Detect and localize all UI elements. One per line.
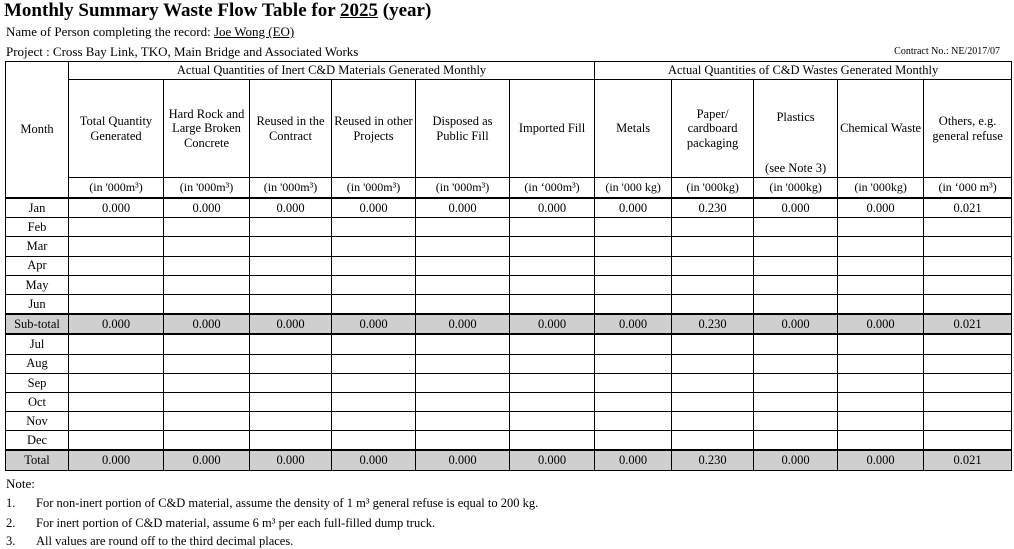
- value-cell: [838, 373, 924, 392]
- value-cell: [416, 237, 510, 256]
- column-unit: (in '000m³): [332, 178, 416, 199]
- value-cell: [838, 275, 924, 294]
- note-number: 1.: [6, 496, 16, 510]
- value-cell: [510, 218, 595, 237]
- note-text: All values are round off to the third decimal places.: [36, 534, 294, 548]
- value-cell: [69, 237, 164, 256]
- value-cell: [754, 218, 838, 237]
- value-cell: [672, 354, 754, 373]
- value-cell: 0.000: [69, 198, 164, 218]
- value-cell: 0.000: [250, 450, 332, 470]
- value-cell: [510, 237, 595, 256]
- value-cell: [69, 392, 164, 411]
- value-cell: [595, 412, 672, 431]
- notes-heading: Note:: [6, 476, 35, 491]
- table-row: [6, 314, 1012, 334]
- value-cell: [416, 294, 510, 314]
- column-header: [754, 80, 838, 178]
- month-cell: Apr: [6, 256, 69, 275]
- value-cell: [672, 392, 754, 411]
- value-cell: [595, 256, 672, 275]
- value-cell: [924, 373, 1012, 392]
- note-item: [6, 516, 435, 531]
- table-row: [6, 218, 1012, 237]
- value-cell: [250, 373, 332, 392]
- month-cell: Sub-total: [6, 314, 69, 334]
- value-cell: [838, 412, 924, 431]
- value-cell: [924, 275, 1012, 294]
- column-unit: (in ‘000m³): [510, 178, 595, 199]
- value-cell: [754, 392, 838, 411]
- month-cell: Jan: [6, 198, 69, 218]
- column-unit: (in '000m³): [164, 178, 250, 199]
- value-cell: [672, 218, 754, 237]
- value-cell: [595, 237, 672, 256]
- table-row: [6, 294, 1012, 314]
- value-cell: 0.000: [164, 314, 250, 334]
- value-cell: 0.021: [924, 198, 1012, 218]
- value-cell: [510, 294, 595, 314]
- value-cell: 0.000: [838, 198, 924, 218]
- column-header: Reused in other Projects: [332, 80, 416, 178]
- value-cell: [250, 275, 332, 294]
- value-cell: [510, 275, 595, 294]
- value-cell: [250, 256, 332, 275]
- page-title: Monthly Summary Waste Flow Table for 2025 (year): [4, 0, 432, 21]
- value-cell: [754, 334, 838, 354]
- month-cell: Aug: [6, 354, 69, 373]
- waste-flow-table: [5, 61, 1012, 471]
- value-cell: [416, 373, 510, 392]
- group-waste-header: Actual Quantities of C&D Wastes Generated Monthly: [595, 62, 1012, 80]
- value-cell: 0.000: [754, 314, 838, 334]
- value-cell: [416, 275, 510, 294]
- value-cell: [595, 431, 672, 451]
- month-cell: Sep: [6, 373, 69, 392]
- value-cell: [332, 354, 416, 373]
- value-cell: 0.000: [838, 450, 924, 470]
- value-cell: [924, 412, 1012, 431]
- contract-number: Contract No.: NE/2017/07: [894, 46, 1000, 57]
- value-cell: [332, 431, 416, 451]
- value-cell: [250, 334, 332, 354]
- value-cell: [754, 354, 838, 373]
- note-item: [6, 496, 538, 511]
- value-cell: [69, 294, 164, 314]
- month-cell: Feb: [6, 218, 69, 237]
- value-cell: [250, 392, 332, 411]
- value-cell: [164, 373, 250, 392]
- value-cell: 0.000: [69, 450, 164, 470]
- value-cell: 0.000: [69, 314, 164, 334]
- value-cell: [672, 275, 754, 294]
- value-cell: [672, 256, 754, 275]
- value-cell: [838, 334, 924, 354]
- value-cell: [672, 431, 754, 451]
- value-cell: 0.230: [672, 198, 754, 218]
- value-cell: [672, 294, 754, 314]
- value-cell: [416, 431, 510, 451]
- value-cell: [332, 373, 416, 392]
- value-cell: 0.230: [672, 314, 754, 334]
- project-name: Project : Cross Bay Link, TKO, Main Bridge and Associated Works: [6, 44, 359, 59]
- column-header: Reused in the Contract: [250, 80, 332, 178]
- header-group-row: [6, 62, 1012, 80]
- value-cell: [672, 412, 754, 431]
- value-cell: 0.000: [164, 450, 250, 470]
- value-cell: [164, 334, 250, 354]
- person-name: Joe Wong (EO): [213, 24, 295, 39]
- value-cell: [838, 256, 924, 275]
- value-cell: [754, 412, 838, 431]
- table-row: [6, 412, 1012, 431]
- month-cell: Dec: [6, 431, 69, 451]
- value-cell: [595, 373, 672, 392]
- value-cell: [510, 354, 595, 373]
- value-cell: [754, 275, 838, 294]
- value-cell: [332, 256, 416, 275]
- month-cell: Oct: [6, 392, 69, 411]
- value-cell: 0.000: [332, 450, 416, 470]
- value-cell: [924, 392, 1012, 411]
- value-cell: 0.000: [332, 198, 416, 218]
- value-cell: [924, 294, 1012, 314]
- table-row: [6, 392, 1012, 411]
- month-cell: Jul: [6, 334, 69, 354]
- value-cell: [595, 392, 672, 411]
- column-header: Chemical Waste: [838, 80, 924, 178]
- value-cell: 0.000: [595, 314, 672, 334]
- value-cell: [416, 334, 510, 354]
- value-cell: [250, 431, 332, 451]
- column-header-row: [6, 80, 1012, 178]
- value-cell: [754, 294, 838, 314]
- value-cell: [510, 373, 595, 392]
- value-cell: 0.000: [595, 198, 672, 218]
- value-cell: [164, 218, 250, 237]
- month-cell: Nov: [6, 412, 69, 431]
- value-cell: 0.000: [416, 450, 510, 470]
- column-header: Others, e.g. general refuse: [924, 80, 1012, 178]
- table-row: [6, 450, 1012, 470]
- value-cell: 0.000: [754, 450, 838, 470]
- value-cell: [416, 354, 510, 373]
- note-text: For non-inert portion of C&D material, assume the density of 1 m³ general refuse is equal to 200 kg.: [36, 496, 539, 510]
- value-cell: [416, 256, 510, 275]
- person-completing-record: Name of Person completing the record: Joe Wong (EO): [6, 24, 295, 39]
- value-cell: [595, 334, 672, 354]
- value-cell: 0.230: [672, 450, 754, 470]
- column-unit: (in ‘000 m³): [924, 178, 1012, 199]
- value-cell: 0.000: [164, 198, 250, 218]
- note-text: For inert portion of C&D material, assume 6 m³ per each full-filled dump truck.: [36, 516, 436, 530]
- value-cell: [672, 334, 754, 354]
- value-cell: [69, 334, 164, 354]
- column-note: (see Note 3): [765, 160, 827, 175]
- value-cell: [69, 412, 164, 431]
- value-cell: [838, 218, 924, 237]
- value-cell: [416, 218, 510, 237]
- value-cell: [69, 256, 164, 275]
- value-cell: [69, 218, 164, 237]
- column-unit: (in '000m³): [250, 178, 332, 199]
- note-item: [6, 534, 293, 549]
- value-cell: 0.000: [510, 450, 595, 470]
- value-cell: [510, 412, 595, 431]
- value-cell: [164, 412, 250, 431]
- value-cell: [332, 412, 416, 431]
- value-cell: [838, 354, 924, 373]
- value-cell: [510, 334, 595, 354]
- value-cell: [924, 218, 1012, 237]
- value-cell: [754, 431, 838, 451]
- value-cell: 0.000: [416, 314, 510, 334]
- month-cell: May: [6, 275, 69, 294]
- column-unit: (in '000kg): [672, 178, 754, 199]
- value-cell: [164, 392, 250, 411]
- value-cell: [924, 237, 1012, 256]
- value-cell: [164, 431, 250, 451]
- value-cell: [164, 294, 250, 314]
- value-cell: 0.000: [510, 314, 595, 334]
- column-header: Hard Rock and Large Broken Concrete: [164, 80, 250, 178]
- value-cell: [924, 431, 1012, 451]
- value-cell: [164, 256, 250, 275]
- value-cell: [924, 354, 1012, 373]
- value-cell: 0.000: [595, 450, 672, 470]
- table-row: [6, 198, 1012, 218]
- value-cell: [754, 373, 838, 392]
- value-cell: [164, 275, 250, 294]
- value-cell: [332, 237, 416, 256]
- value-cell: 0.000: [754, 198, 838, 218]
- table-row: [6, 256, 1012, 275]
- value-cell: [250, 237, 332, 256]
- table-row: [6, 334, 1012, 354]
- column-header: Metals: [595, 80, 672, 178]
- value-cell: 0.000: [332, 314, 416, 334]
- value-cell: [416, 392, 510, 411]
- value-cell: 0.021: [924, 450, 1012, 470]
- value-cell: [510, 256, 595, 275]
- value-cell: [332, 392, 416, 411]
- unit-row: [6, 178, 1012, 199]
- value-cell: [595, 294, 672, 314]
- column-header: Paper/ cardboard packaging: [672, 80, 754, 178]
- value-cell: [595, 275, 672, 294]
- value-cell: [332, 218, 416, 237]
- group-inert-header: Actual Quantities of Inert C&D Materials Generated Monthly: [69, 62, 595, 80]
- column-unit: (in '000 kg): [595, 178, 672, 199]
- value-cell: 0.000: [416, 198, 510, 218]
- column-unit: (in '000m³): [416, 178, 510, 199]
- value-cell: [838, 294, 924, 314]
- value-cell: [595, 218, 672, 237]
- value-cell: [754, 256, 838, 275]
- value-cell: [838, 392, 924, 411]
- value-cell: [510, 431, 595, 451]
- value-cell: [672, 237, 754, 256]
- value-cell: 0.000: [510, 198, 595, 218]
- value-cell: [250, 294, 332, 314]
- value-cell: [838, 237, 924, 256]
- value-cell: [250, 412, 332, 431]
- column-label: Plastics: [776, 110, 815, 124]
- column-unit: (in '000m³): [69, 178, 164, 199]
- column-unit: (in '000kg): [754, 178, 838, 199]
- month-cell: Mar: [6, 237, 69, 256]
- value-cell: [69, 275, 164, 294]
- month-cell: Total: [6, 450, 69, 470]
- column-header: Imported Fill: [510, 80, 595, 178]
- month-header: Month: [6, 62, 69, 199]
- note-number: 2.: [6, 516, 16, 530]
- value-cell: [754, 237, 838, 256]
- value-cell: [164, 237, 250, 256]
- value-cell: 0.000: [250, 314, 332, 334]
- column-unit: (in '000kg): [838, 178, 924, 199]
- column-header: Total Quantity Generated: [69, 80, 164, 178]
- table-row: [6, 373, 1012, 392]
- value-cell: [69, 431, 164, 451]
- value-cell: [416, 412, 510, 431]
- value-cell: 0.000: [250, 198, 332, 218]
- value-cell: [69, 354, 164, 373]
- value-cell: [672, 373, 754, 392]
- column-header: Disposed as Public Fill: [416, 80, 510, 178]
- table-row: [6, 275, 1012, 294]
- value-cell: 0.000: [838, 314, 924, 334]
- value-cell: [510, 392, 595, 411]
- value-cell: [924, 334, 1012, 354]
- value-cell: [924, 256, 1012, 275]
- title-year: 2025: [340, 0, 379, 21]
- month-cell: Jun: [6, 294, 69, 314]
- value-cell: 0.021: [924, 314, 1012, 334]
- value-cell: [250, 218, 332, 237]
- note-number: 3.: [6, 534, 16, 548]
- value-cell: [332, 294, 416, 314]
- value-cell: [69, 373, 164, 392]
- value-cell: [164, 354, 250, 373]
- value-cell: [332, 334, 416, 354]
- table-row: [6, 354, 1012, 373]
- value-cell: [595, 354, 672, 373]
- value-cell: [838, 431, 924, 451]
- value-cell: [250, 354, 332, 373]
- table-row: [6, 237, 1012, 256]
- value-cell: [332, 275, 416, 294]
- table-row: [6, 431, 1012, 451]
